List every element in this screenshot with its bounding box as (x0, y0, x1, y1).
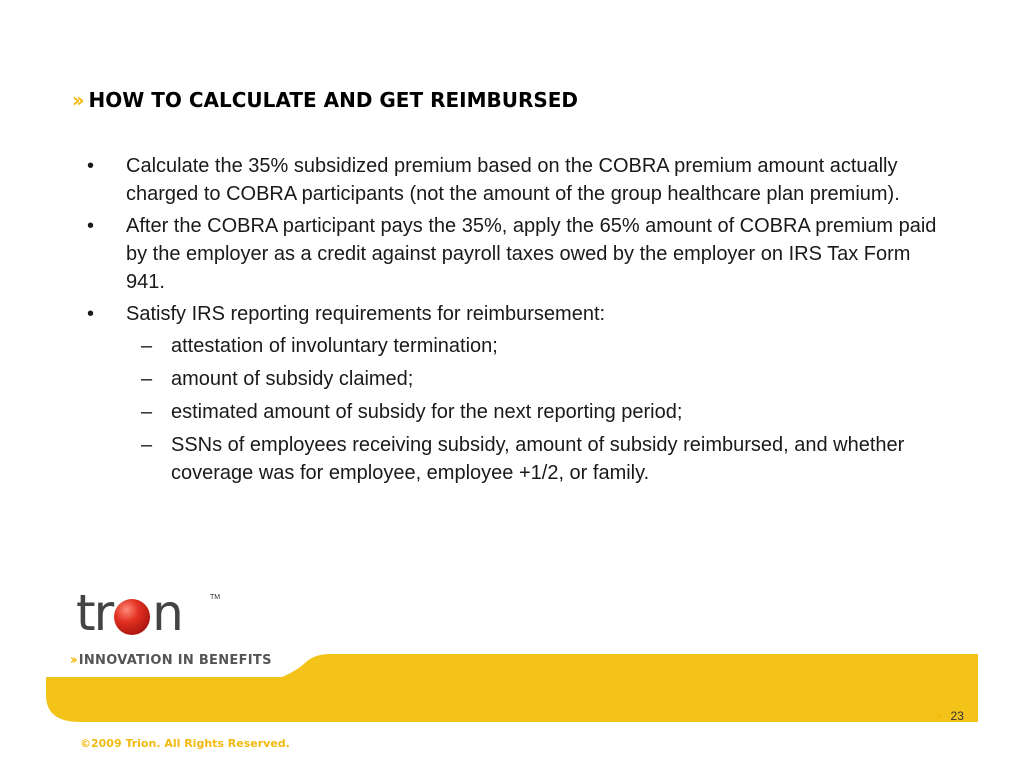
dash-mark: – (141, 368, 153, 390)
bullet-item (85, 212, 945, 296)
sub-item-text: attestation of involuntary termination; (171, 335, 498, 357)
sub-item (85, 332, 945, 360)
bullet-mark: • (87, 215, 95, 237)
bullet-text: After the COBRA participant pays the 35%, apply the 65% amount of COBRA premium paid by the employer as a credit against payroll taxes owed by the employer on IRS Tax Form 941. (126, 215, 937, 293)
trademark-mark: TM (210, 594, 221, 601)
bullet-item (85, 300, 945, 328)
dash-mark: – (141, 434, 153, 456)
sub-item-text: SSNs of employees receiving subsidy, amount of subsidy reimbursed, and whether coverage was for employee, employee +1/2, or family. (171, 434, 905, 484)
bullet-mark: • (87, 303, 95, 325)
page-indicator (935, 708, 964, 724)
dash-mark: – (141, 401, 153, 423)
slide-title: HOW TO CALCULATE AND GET REIMBURSED (88, 88, 579, 112)
sub-item (85, 431, 945, 487)
sub-item-text: estimated amount of subsidy for the next reporting period; (171, 401, 683, 423)
logo-wordmark (76, 584, 182, 642)
tagline (70, 653, 272, 668)
sub-item (85, 398, 945, 426)
bullet-text: Calculate the 35% subsidized premium based on the COBRA premium amount actually charged to COBRA participants (not the amount of the group healthcare plan premium). (126, 155, 900, 205)
bullet-item (85, 152, 945, 208)
dash-mark: – (141, 335, 153, 357)
bullet-text: Satisfy IRS reporting requirements for reimbursement: (126, 303, 606, 325)
tagline-chevron-icon: ›› (70, 653, 75, 668)
sub-item-text: amount of subsidy claimed; (171, 368, 414, 390)
page-chevron-icon: ›› (935, 708, 941, 724)
double-chevron-icon: ›› (72, 88, 81, 112)
sub-item (85, 365, 945, 393)
copyright-notice: ©2009 Trion. All Rights Reserved. (80, 737, 290, 750)
slide-content (85, 152, 945, 492)
logo-text-left: tr (76, 584, 113, 642)
bullet-mark: • (87, 155, 95, 177)
red-ball-icon (114, 599, 150, 635)
slide-header (72, 88, 578, 112)
logo-text-right: n (152, 584, 182, 642)
page-number: 23 (950, 709, 964, 723)
tagline-text: INNOVATION IN BENEFITS (78, 653, 272, 668)
